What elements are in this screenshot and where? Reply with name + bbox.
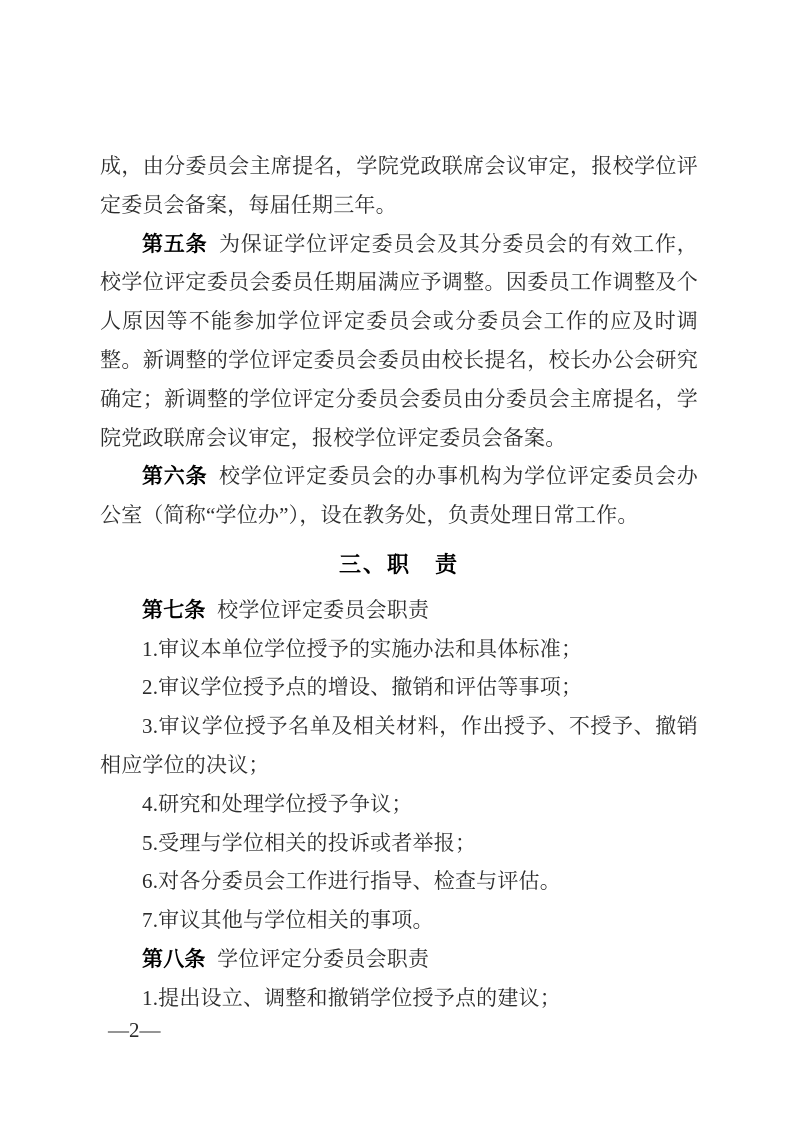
footer-page-number: —2—	[108, 1018, 161, 1042]
article-8-number: 第八条	[142, 946, 206, 971]
article-5-paragraph	[100, 225, 698, 458]
article-7-item-4: 4.研究和处理学位授予争议；	[142, 791, 413, 816]
article-8-paragraph	[100, 940, 698, 979]
article-7-item-3: 3.审议学位授予名单及相关材料，作出授予、不授予、撤销相应学位的决议；	[100, 714, 698, 777]
article-6-number: 第六条	[142, 464, 208, 489]
article-6-paragraph	[100, 457, 698, 535]
paragraph-continuation: 成，由分委员会主席提名，学院党政联席会议审定，报校学位评定委员会备案，每届任期三年。	[100, 154, 698, 217]
section-heading-duties: 三、职 责	[338, 551, 459, 577]
article-7-item-5: 5.受理与学位相关的投诉或者举报；	[142, 830, 477, 855]
article-5-text: 为保证学位评定委员会及其分委员会的有效工作，校学位评定委员会委员任期届满应予调整。因委员工作调整及个人原因等不能参加学位评定委员会或分委员会工作的应及时调整。新调整的学位评定委员会委员由校长提名，校长办公会研究确定；新调整的学位评定分委员会委员由分委员会主席提名，学院党政联席会议审定，报校学位评定委员会备案。	[100, 231, 698, 450]
article-6-text: 校学位评定委员会的办事机构为学位评定委员会办公室（简称“学位办”），设在教务处，负责处理日常工作。	[100, 464, 698, 528]
article-8-text: 学位评定分委员会职责	[217, 946, 430, 971]
article-7-text: 校学位评定委员会职责	[217, 597, 430, 622]
article-7-number: 第七条	[142, 597, 206, 622]
article-7-item-2: 2.审议学位授予点的增设、撤销和评估等事项；	[142, 675, 583, 700]
article-7-item-7: 7.审议其他与学位相关的事项。	[142, 908, 434, 933]
article-7-item-6: 6.对各分委员会工作进行指导、检查与评估。	[142, 869, 561, 894]
article-8-item-1: 1.提出设立、调整和撤销学位授予点的建议；	[142, 985, 561, 1010]
article-7-paragraph	[100, 591, 698, 630]
article-5-number: 第五条	[142, 231, 208, 256]
article-7-item-1: 1.审议本单位学位授予的实施办法和具体标准；	[142, 636, 583, 661]
page-content	[100, 147, 698, 1018]
